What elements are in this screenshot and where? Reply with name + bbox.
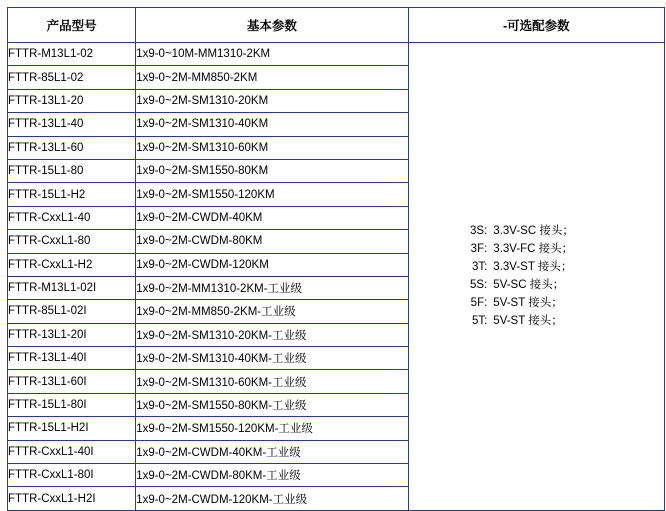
cell-model: FTTR-13L1-40 — [8, 113, 136, 136]
option-item — [461, 312, 611, 330]
cell-model: FTTR-13L1-40I — [8, 347, 136, 370]
product-spec-table — [7, 7, 665, 511]
cell-model: FTTR-CxxL1-40 — [8, 206, 136, 229]
column-header-model: 产品型号 — [8, 8, 136, 43]
option-item — [461, 294, 611, 312]
cell-model: FTTR-15L1-80 — [8, 159, 136, 182]
table-row — [8, 43, 665, 66]
cell-model: FTTR-CxxL1-H2I — [8, 487, 136, 510]
cell-model: FTTR-CxxL1-80I — [8, 464, 136, 487]
cell-basic: 1x9-0~2M-SM1310-20KM-工业级 — [136, 323, 408, 346]
option-text: 3.3V-ST 接头； — [493, 261, 573, 274]
cell-basic: 1x9-0~2M-SM1550-120KM-工业级 — [136, 417, 408, 440]
cell-basic: 1x9-0~2M-CWDM-80KM — [136, 230, 408, 253]
option-code: 3F: — [470, 243, 488, 256]
cell-basic: 1x9-0~2M-SM1310-20KM — [136, 89, 408, 112]
cell-basic: 1x9-0~10M-MM1310-2KM — [136, 43, 408, 66]
cell-basic: 1x9-0~2M-MM1310-2KM-工业级 — [136, 276, 408, 299]
option-list — [461, 222, 611, 330]
cell-basic: 1x9-0~2M-SM1310-60KM-工业级 — [136, 370, 408, 393]
option-code: 3S: — [470, 225, 488, 238]
option-code: 5S: — [470, 279, 488, 292]
cell-model: FTTR-13L1-60I — [8, 370, 136, 393]
cell-basic: 1x9-0~2M-SM1310-60KM — [136, 136, 408, 159]
cell-model: FTTR-15L1-H2 — [8, 183, 136, 206]
cell-model: FTTR-CxxL1-40I — [8, 440, 136, 463]
cell-basic: 1x9-0~2M-CWDM-40KM — [136, 206, 408, 229]
table-body — [8, 43, 665, 511]
cell-model: FTTR-CxxL1-H2 — [8, 253, 136, 276]
cell-model: FTTR-85L1-02I — [8, 300, 136, 323]
option-text: 5V-ST 接头； — [493, 297, 563, 310]
option-text: 3.3V-FC 接头； — [493, 243, 574, 256]
cell-basic: 1x9-0~2M-SM1550-120KM — [136, 183, 408, 206]
option-item — [461, 258, 611, 276]
cell-model: FTTR-13L1-20I — [8, 323, 136, 346]
cell-model: FTTR-15L1-80I — [8, 393, 136, 416]
cell-model: FTTR-CxxL1-80 — [8, 230, 136, 253]
cell-model: FTTR-M13L1-02I — [8, 276, 136, 299]
cell-model: FTTR-13L1-60 — [8, 136, 136, 159]
cell-basic: 1x9-0~2M-CWDM-80KM-工业级 — [136, 464, 408, 487]
cell-basic: 1x9-0~2M-SM1310-40KM — [136, 113, 408, 136]
cell-basic: 1x9-0~2M-CWDM-40KM-工业级 — [136, 440, 408, 463]
cell-basic: 1x9-0~2M-CWDM-120KM — [136, 253, 408, 276]
column-header-basic: 基本参数 — [136, 8, 408, 43]
cell-model: FTTR-13L1-20 — [8, 89, 136, 112]
option-text: 3.3V-SC 接头； — [493, 225, 574, 238]
column-header-option: -可选配参数 — [408, 8, 664, 43]
option-item — [461, 276, 611, 294]
option-item — [461, 222, 611, 240]
cell-basic: 1x9-0~2M-SM1550-80KM-工业级 — [136, 393, 408, 416]
option-item — [461, 240, 611, 258]
option-code: 5T: — [471, 315, 488, 328]
cell-model: FTTR-85L1-02 — [8, 66, 136, 89]
cell-model: FTTR-15L1-H2I — [8, 417, 136, 440]
cell-basic: 1x9-0~2M-CWDM-120KM-工业级 — [136, 487, 408, 510]
option-text: 5V-ST 接头； — [493, 315, 563, 328]
cell-basic: 1x9-0~2M-SM1310-40KM-工业级 — [136, 347, 408, 370]
table-header-row — [8, 8, 665, 43]
option-code: 3T: — [471, 261, 488, 274]
cell-basic: 1x9-0~2M-MM850-2KM-工业级 — [136, 300, 408, 323]
option-text: 5V-SC 接头； — [493, 279, 565, 292]
cell-basic: 1x9-0~2M-MM850-2KM — [136, 66, 408, 89]
option-code: 5F: — [470, 297, 488, 310]
cell-model: FTTR-M13L1-02 — [8, 43, 136, 66]
cell-optional-parameters — [408, 43, 664, 511]
table-header — [8, 8, 665, 43]
cell-basic: 1x9-0~2M-SM1550-80KM — [136, 159, 408, 182]
